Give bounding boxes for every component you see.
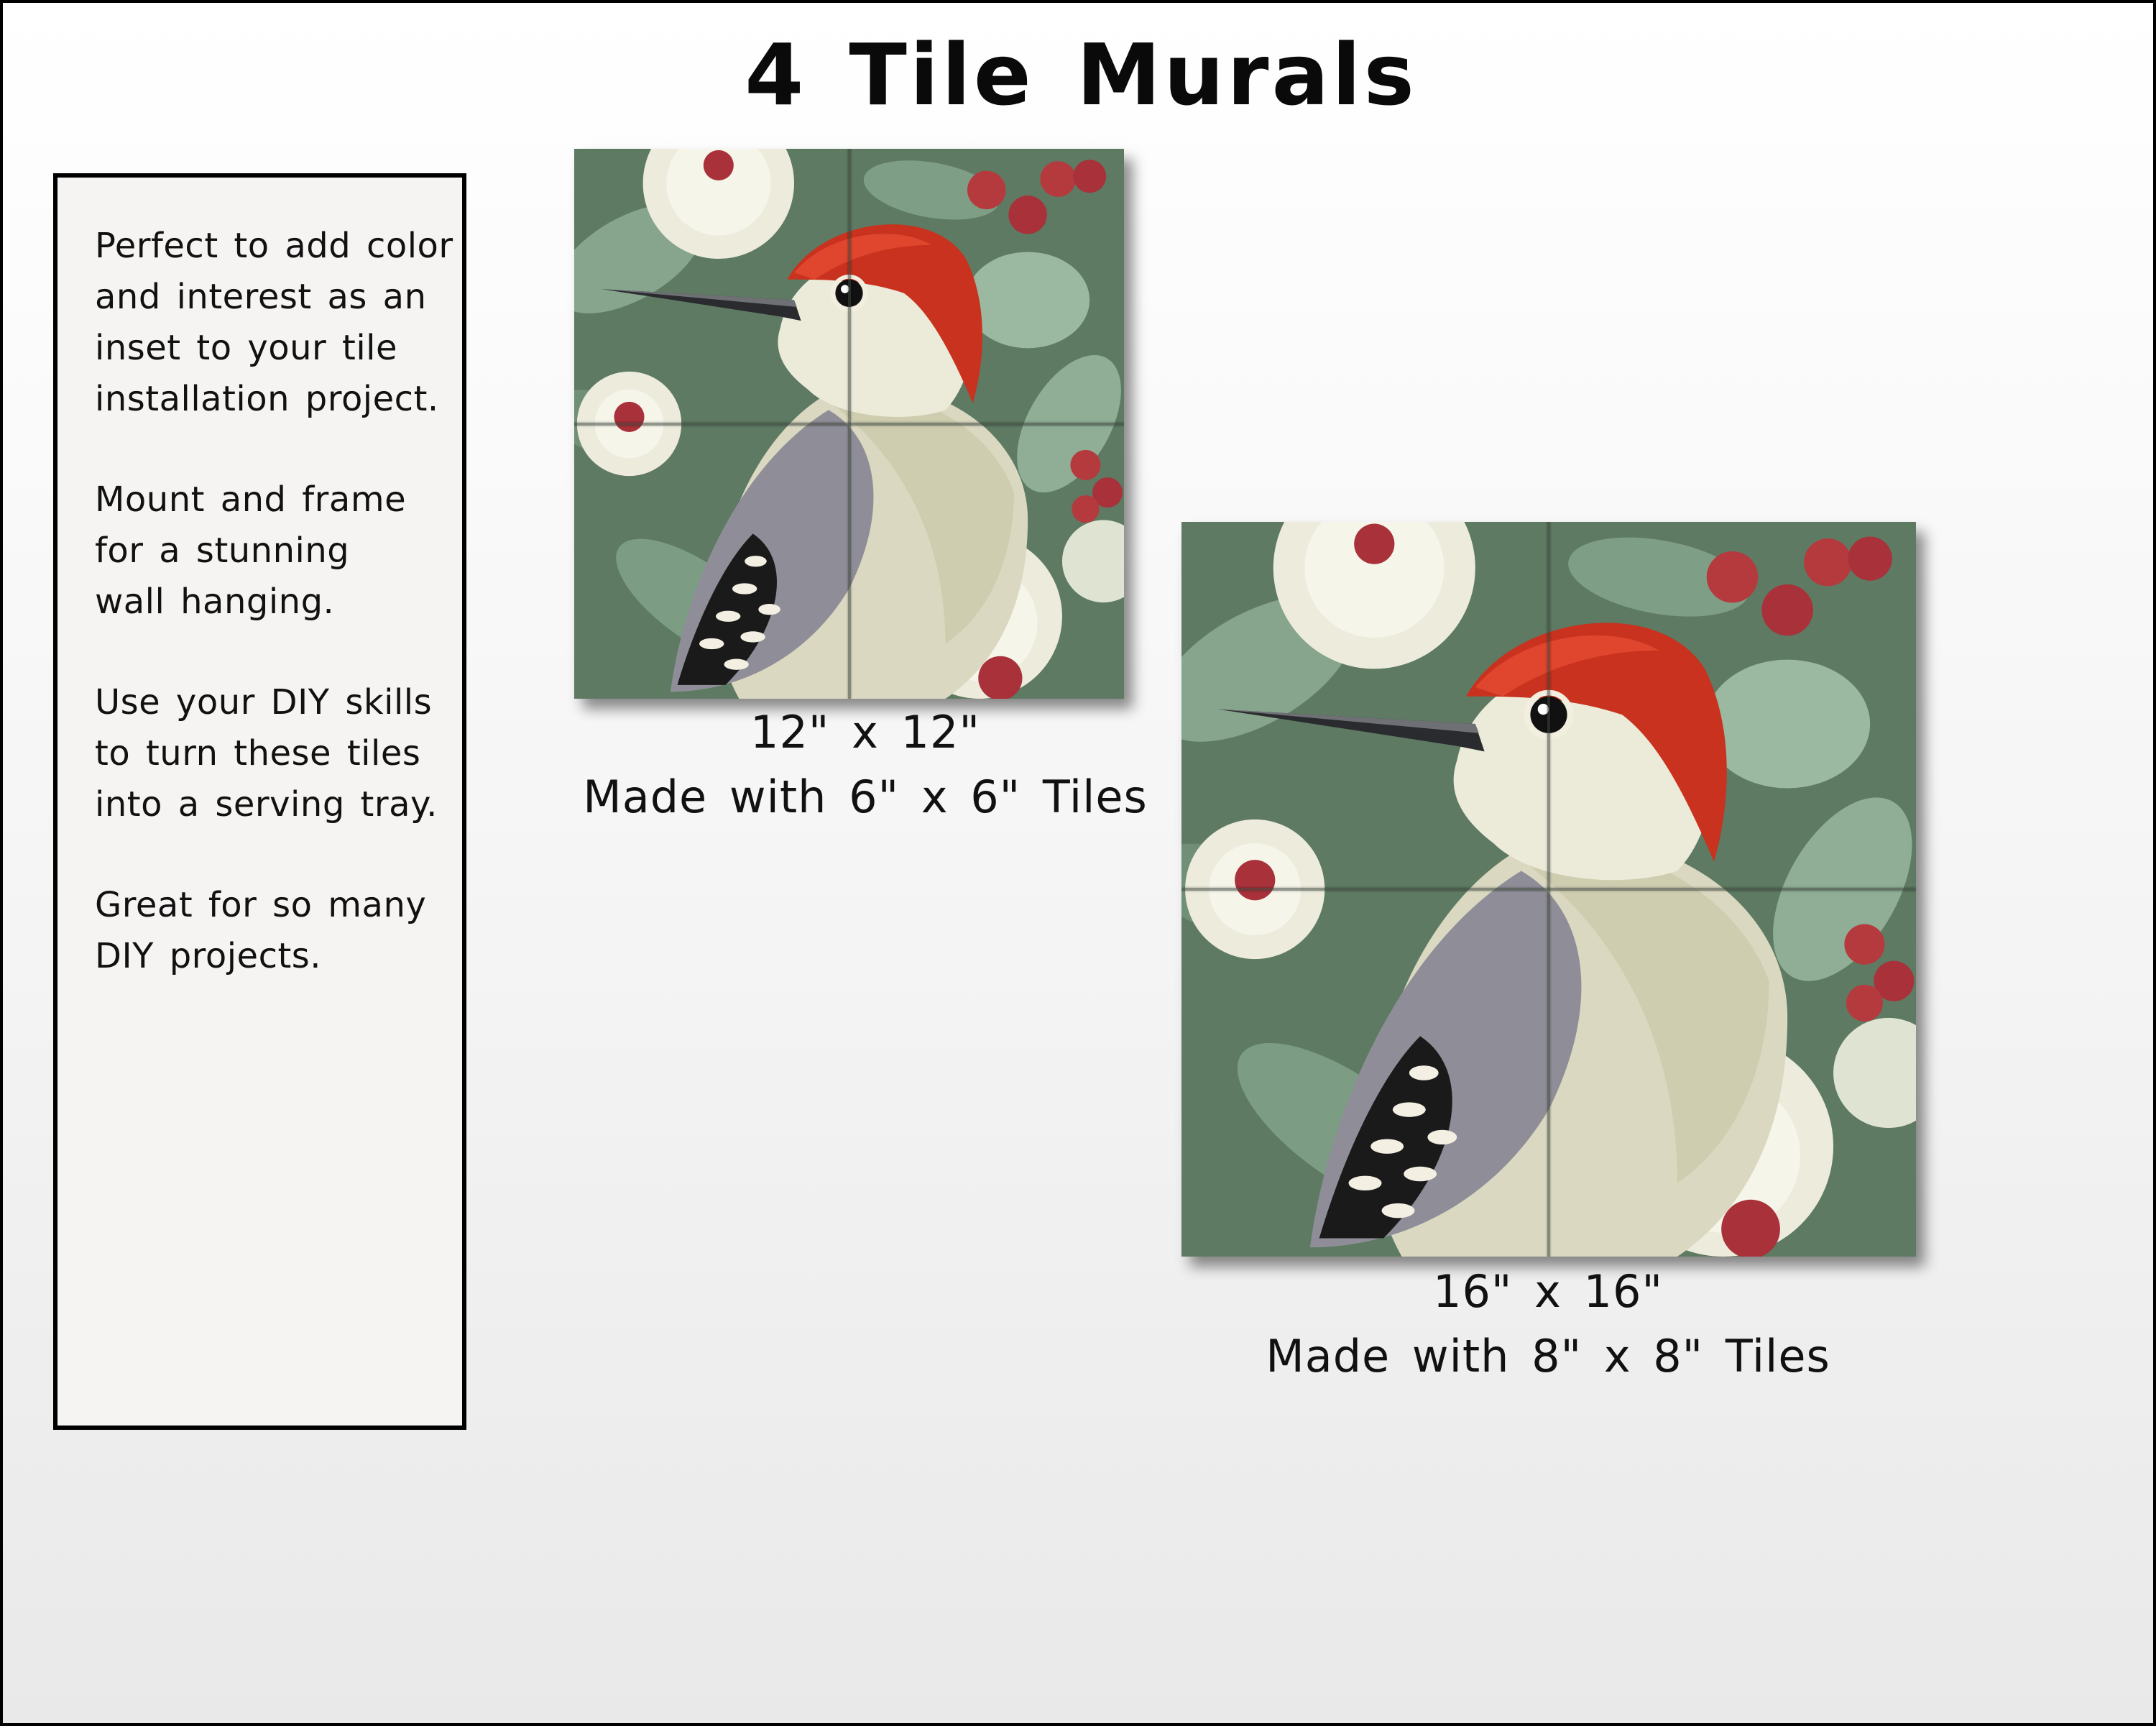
- info-paragraph-serving-tray: Use your DIY skills to turn these tiles into a serving tray.: [95, 682, 438, 825]
- info-paragraph-diy: Great for so many DIY projects.: [95, 885, 427, 976]
- info-paragraph-inset: Perfect to add color and interest as an inset to your tile installation project.: [95, 226, 453, 419]
- mural-16-image: [1181, 522, 1916, 1257]
- mural-16-size-label: 16" x 16": [1433, 1265, 1663, 1318]
- mural-16-tiles-label: Made with 8" x 8" Tiles: [1266, 1330, 1830, 1382]
- mural-12-caption: [549, 700, 1181, 830]
- page-title: 4 Tile Murals: [745, 25, 1417, 124]
- tile-grout-horizontal: [574, 423, 1124, 426]
- mural-16-caption: [1210, 1259, 1886, 1389]
- mural-12-size-label: 12" x 12": [750, 706, 980, 758]
- info-panel: [53, 173, 466, 1430]
- info-paragraph-wall-hanging: Mount and frame for a stunning wall hanging.: [95, 479, 407, 622]
- tile-grout-horizontal: [1181, 888, 1916, 891]
- mural-12-image: [574, 149, 1124, 699]
- mural-12-tiles-label: Made with 6" x 6" Tiles: [583, 771, 1148, 823]
